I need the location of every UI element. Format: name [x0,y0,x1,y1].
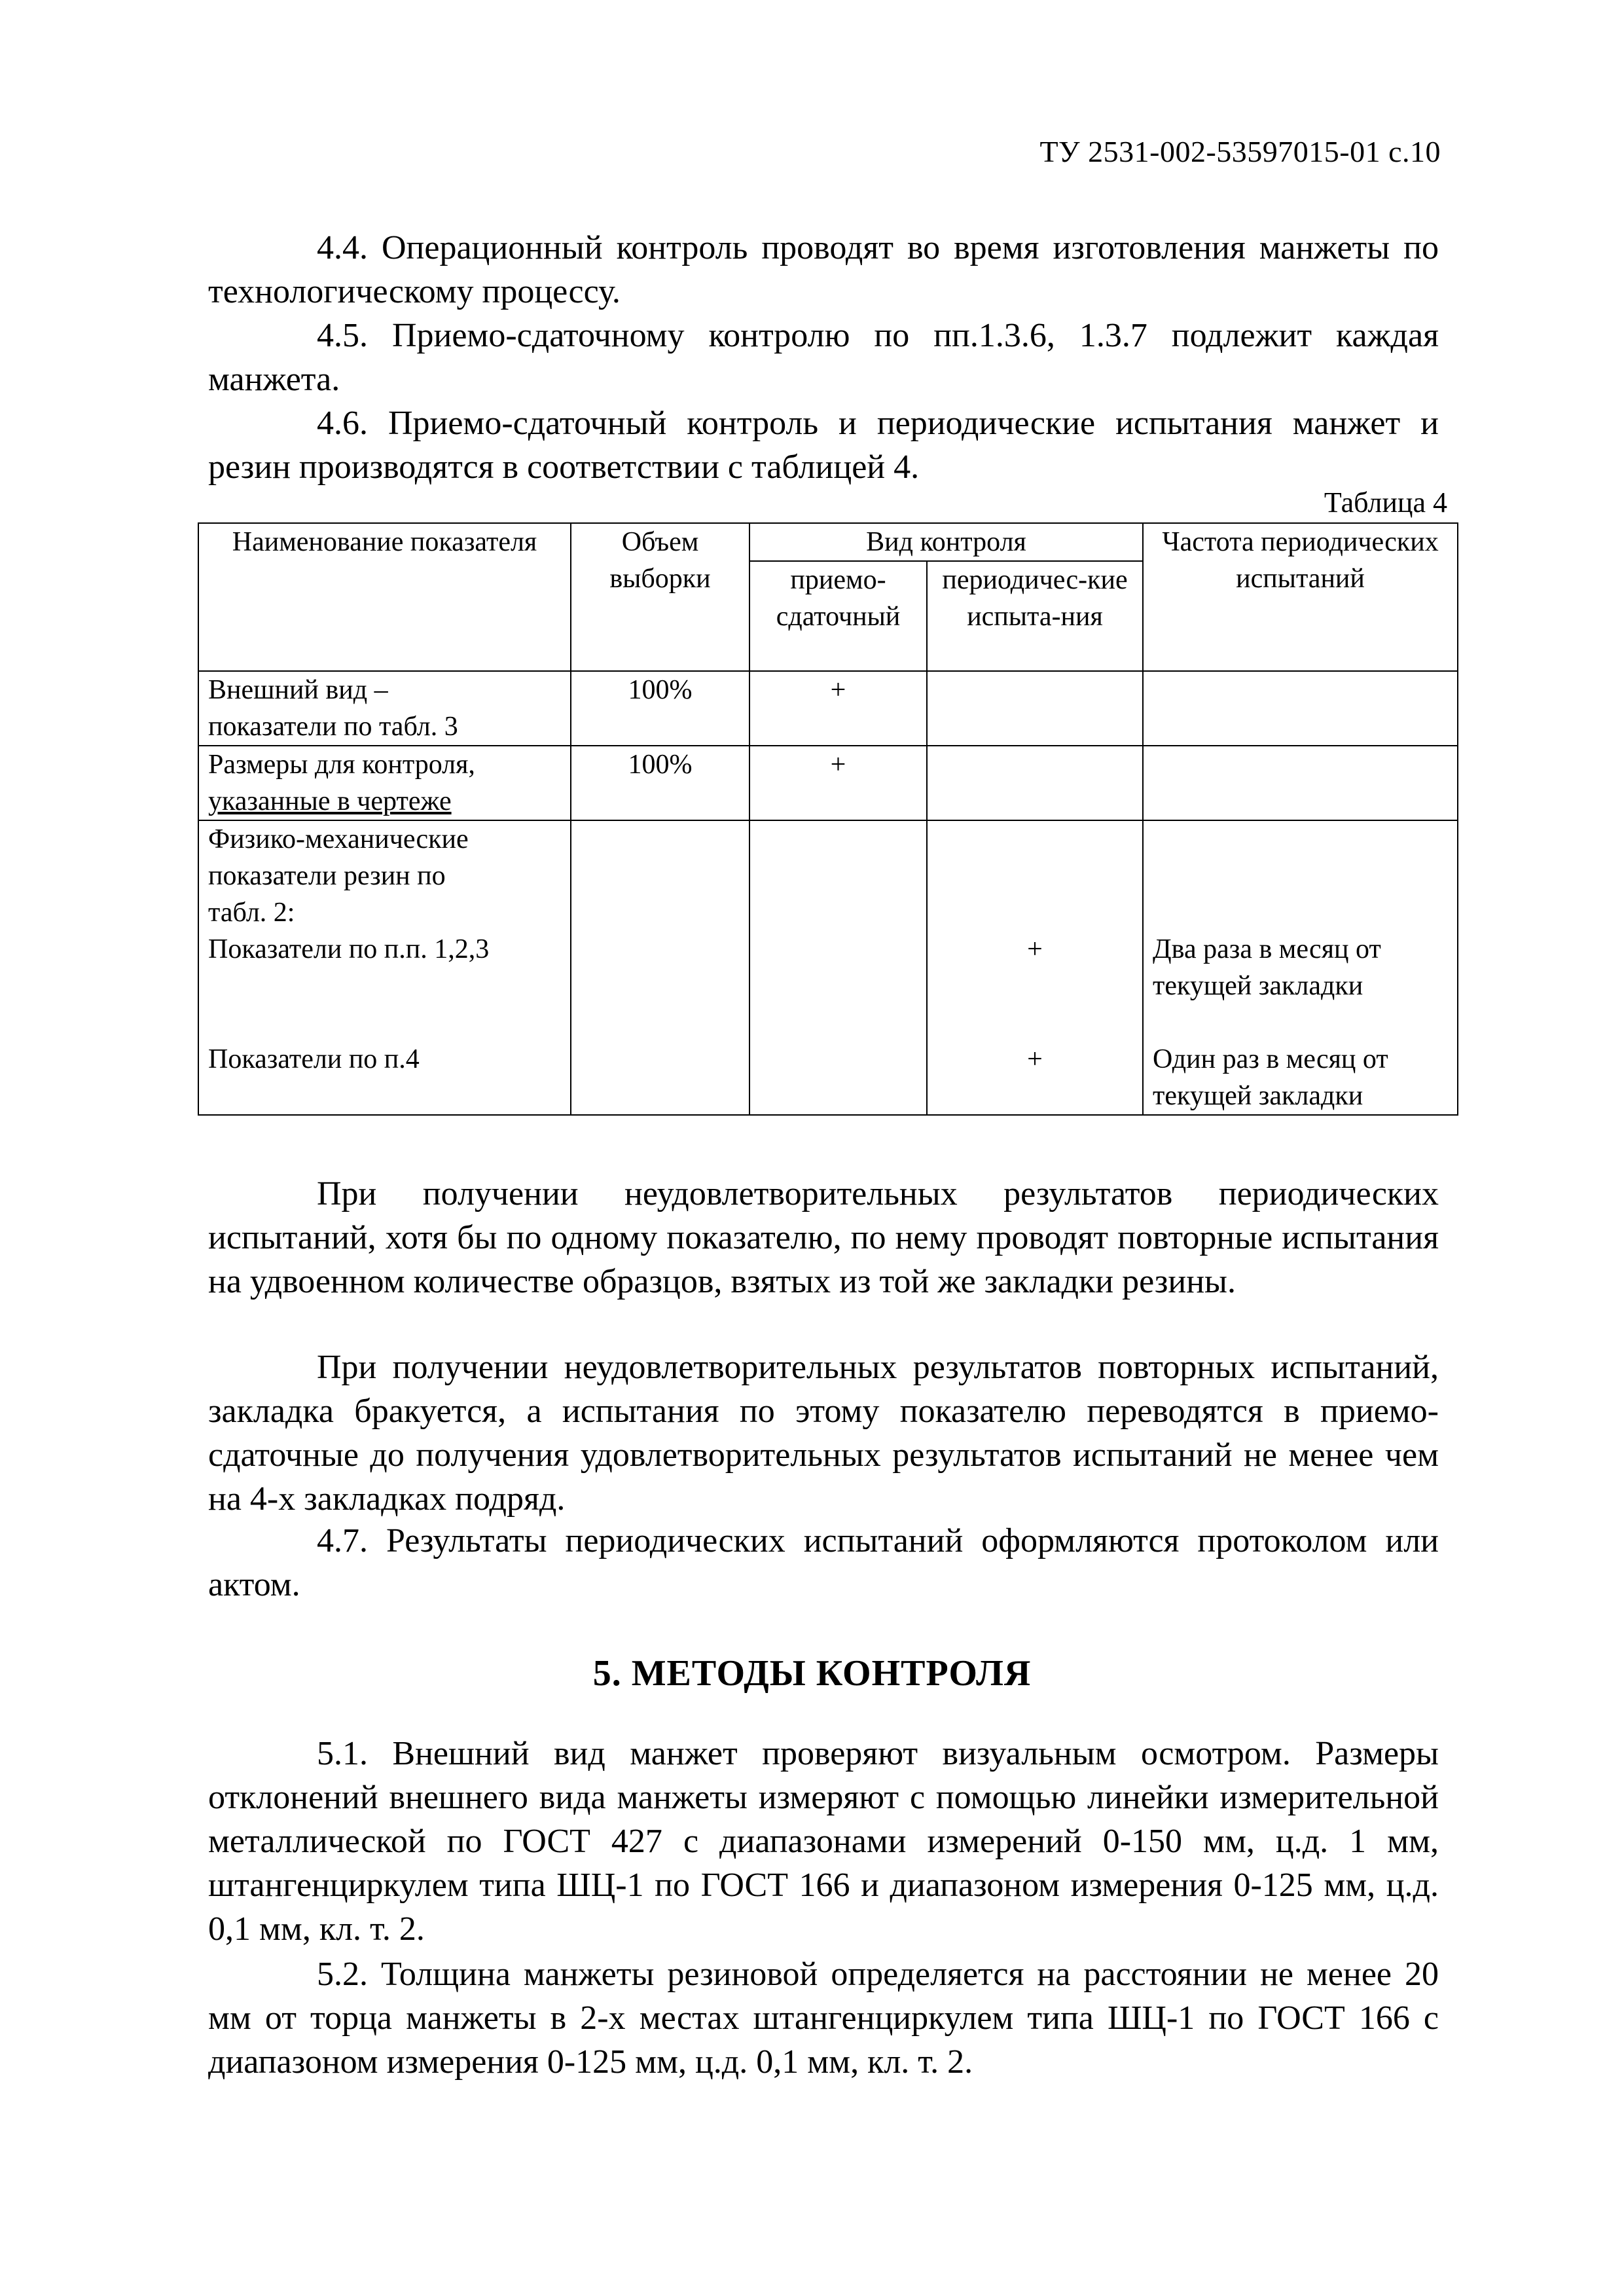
header-periodic: периодичес-кие испыта-ния [927,561,1143,671]
header-control-type: Вид контроля [749,523,1143,561]
header-name: Наименование показателя [198,523,571,671]
spacer [937,968,1133,1041]
paragraph-4-6-text: 4.6. Приемо-сдаточный контроль и периодические испытания манжет и резин производятся в соответствии с таблицей 4. [208,405,1439,486]
paragraph-retest-text: При получении неудовлетворительных результатов периодических испытаний, хотя бы по одному показателю, по нему проводят повторные испытания на удвоенном количестве образцов, взятых из той же закладки резины. [208,1175,1439,1300]
paragraph-4-5 [208,314,1439,401]
row-periodic [927,746,1143,820]
row-name-cell [198,671,571,746]
physmech-sub1-name: Показатели по п.п. 1,2,3 [208,934,490,964]
paragraph-4-5-text: 4.5. Приемо-сдаточному контролю по пп.1.3.6, 1.3.7 подлежит каждая манжета. [208,317,1439,398]
row-name-line2: показатели по табл. 3 [208,712,458,742]
physmech-sub1-frequency-line1: Два раза в месяц от [1153,934,1381,964]
document-code: ТУ 2531-002-53597015-01 с.10 [1039,135,1441,168]
physmech-title-line1: Физико-механические [208,824,469,854]
row-name-line1: Внешний вид – [208,675,388,705]
table-row [198,671,1458,746]
physmech-sub1-frequency-line2: текущей закладки [1153,971,1363,1001]
row-name-cell [198,746,571,820]
physmech-sub2-frequency-line2: текущей закладки [1153,1081,1363,1111]
row-acceptance: + [749,746,927,820]
physmech-volume [571,820,749,1115]
paragraph-4-4 [208,226,1439,314]
spacer [208,968,561,1041]
row-frequency [1143,671,1458,746]
table-header-row-1 [198,523,1458,561]
paragraph-5-1-text: 5.1. Внешний вид манжет проверяют визуальным осмотром. Размеры отклонений внешнего вида манжеты измеряют с помощью линейки измерительной металлической по ГОСТ 427 с диапазонами измерений 0-150 мм, ц.д. 1 мм, штангенциркулем типа ШЦ-1 по ГОСТ 166 и диапазоном измерения 0-125 мм, ц.д. 0,1 мм, кл. т. 2. [208,1735,1439,1948]
table-row-physmech [198,820,1458,1115]
row-acceptance: + [749,671,927,746]
paragraph-4-7-text: 4.7. Результаты периодических испытаний оформляются протоколом или актом. [208,1522,1439,1603]
spacer [1153,821,1448,931]
physmech-frequency-cell [1143,820,1458,1115]
paragraph-reject [208,1345,1439,1521]
physmech-title-line3: табл. 2: [208,898,295,928]
paragraph-4-4-text: 4.4. Операционный контроль проводят во время изготовления манжеты по технологическому процессу. [208,229,1439,310]
paragraph-retest [208,1172,1439,1303]
physmech-periodic-cell [927,820,1143,1115]
paragraph-4-6 [208,401,1439,489]
row-volume: 100% [571,746,749,820]
physmech-sub2-periodic: + [1027,1044,1043,1074]
paragraph-5-2-text: 5.2. Толщина манжеты резиновой определяется на расстоянии не менее 20 мм от торца манжеты в 2-х местах штангенциркулем типа ШЦ-1 по ГОСТ 166 с диапазоном измерения 0-125 мм, ц.д. 0,1 мм, кл. т. 2. [208,1956,1439,2081]
physmech-sub2-name: Показатели по п.4 [208,1044,420,1074]
physmech-sub1-periodic: + [1027,934,1043,964]
paragraph-5-2 [208,1952,1439,2084]
physmech-name-cell [198,820,571,1115]
physmech-sub2-frequency-line1: Один раз в месяц от [1153,1044,1388,1074]
row-periodic [927,671,1143,746]
paragraph-4-7 [208,1519,1439,1607]
spacer [937,821,1133,931]
row-volume: 100% [571,671,749,746]
section-heading: 5. МЕТОДЫ КОНТРОЛЯ [592,1653,1032,1694]
row-name-line2: указанные в чертеже [208,786,452,816]
physmech-title-line2: показатели резин по [208,861,446,891]
header-volume: Объем выборки [571,523,749,671]
table-4 [198,522,1458,1116]
row-frequency [1143,746,1458,820]
physmech-acceptance [749,820,927,1115]
table-row [198,746,1458,820]
table-caption: Таблица 4 [1324,486,1447,519]
paragraph-reject-text: При получении неудовлетворительных результатов повторных испытаний, закладка бракуется, а испытания по этому показателю переводятся в приемо-сдаточные до получения удовлетворительных результатов испытаний не менее чем на 4-х закладках подряд. [208,1349,1439,1518]
row-name-line1: Размеры для контроля, [208,750,475,780]
spacer [1153,1004,1448,1041]
paragraph-5-1 [208,1732,1439,1951]
header-acceptance: приемо-сдаточный [749,561,927,671]
header-frequency: Частота периодических испытаний [1143,523,1458,671]
